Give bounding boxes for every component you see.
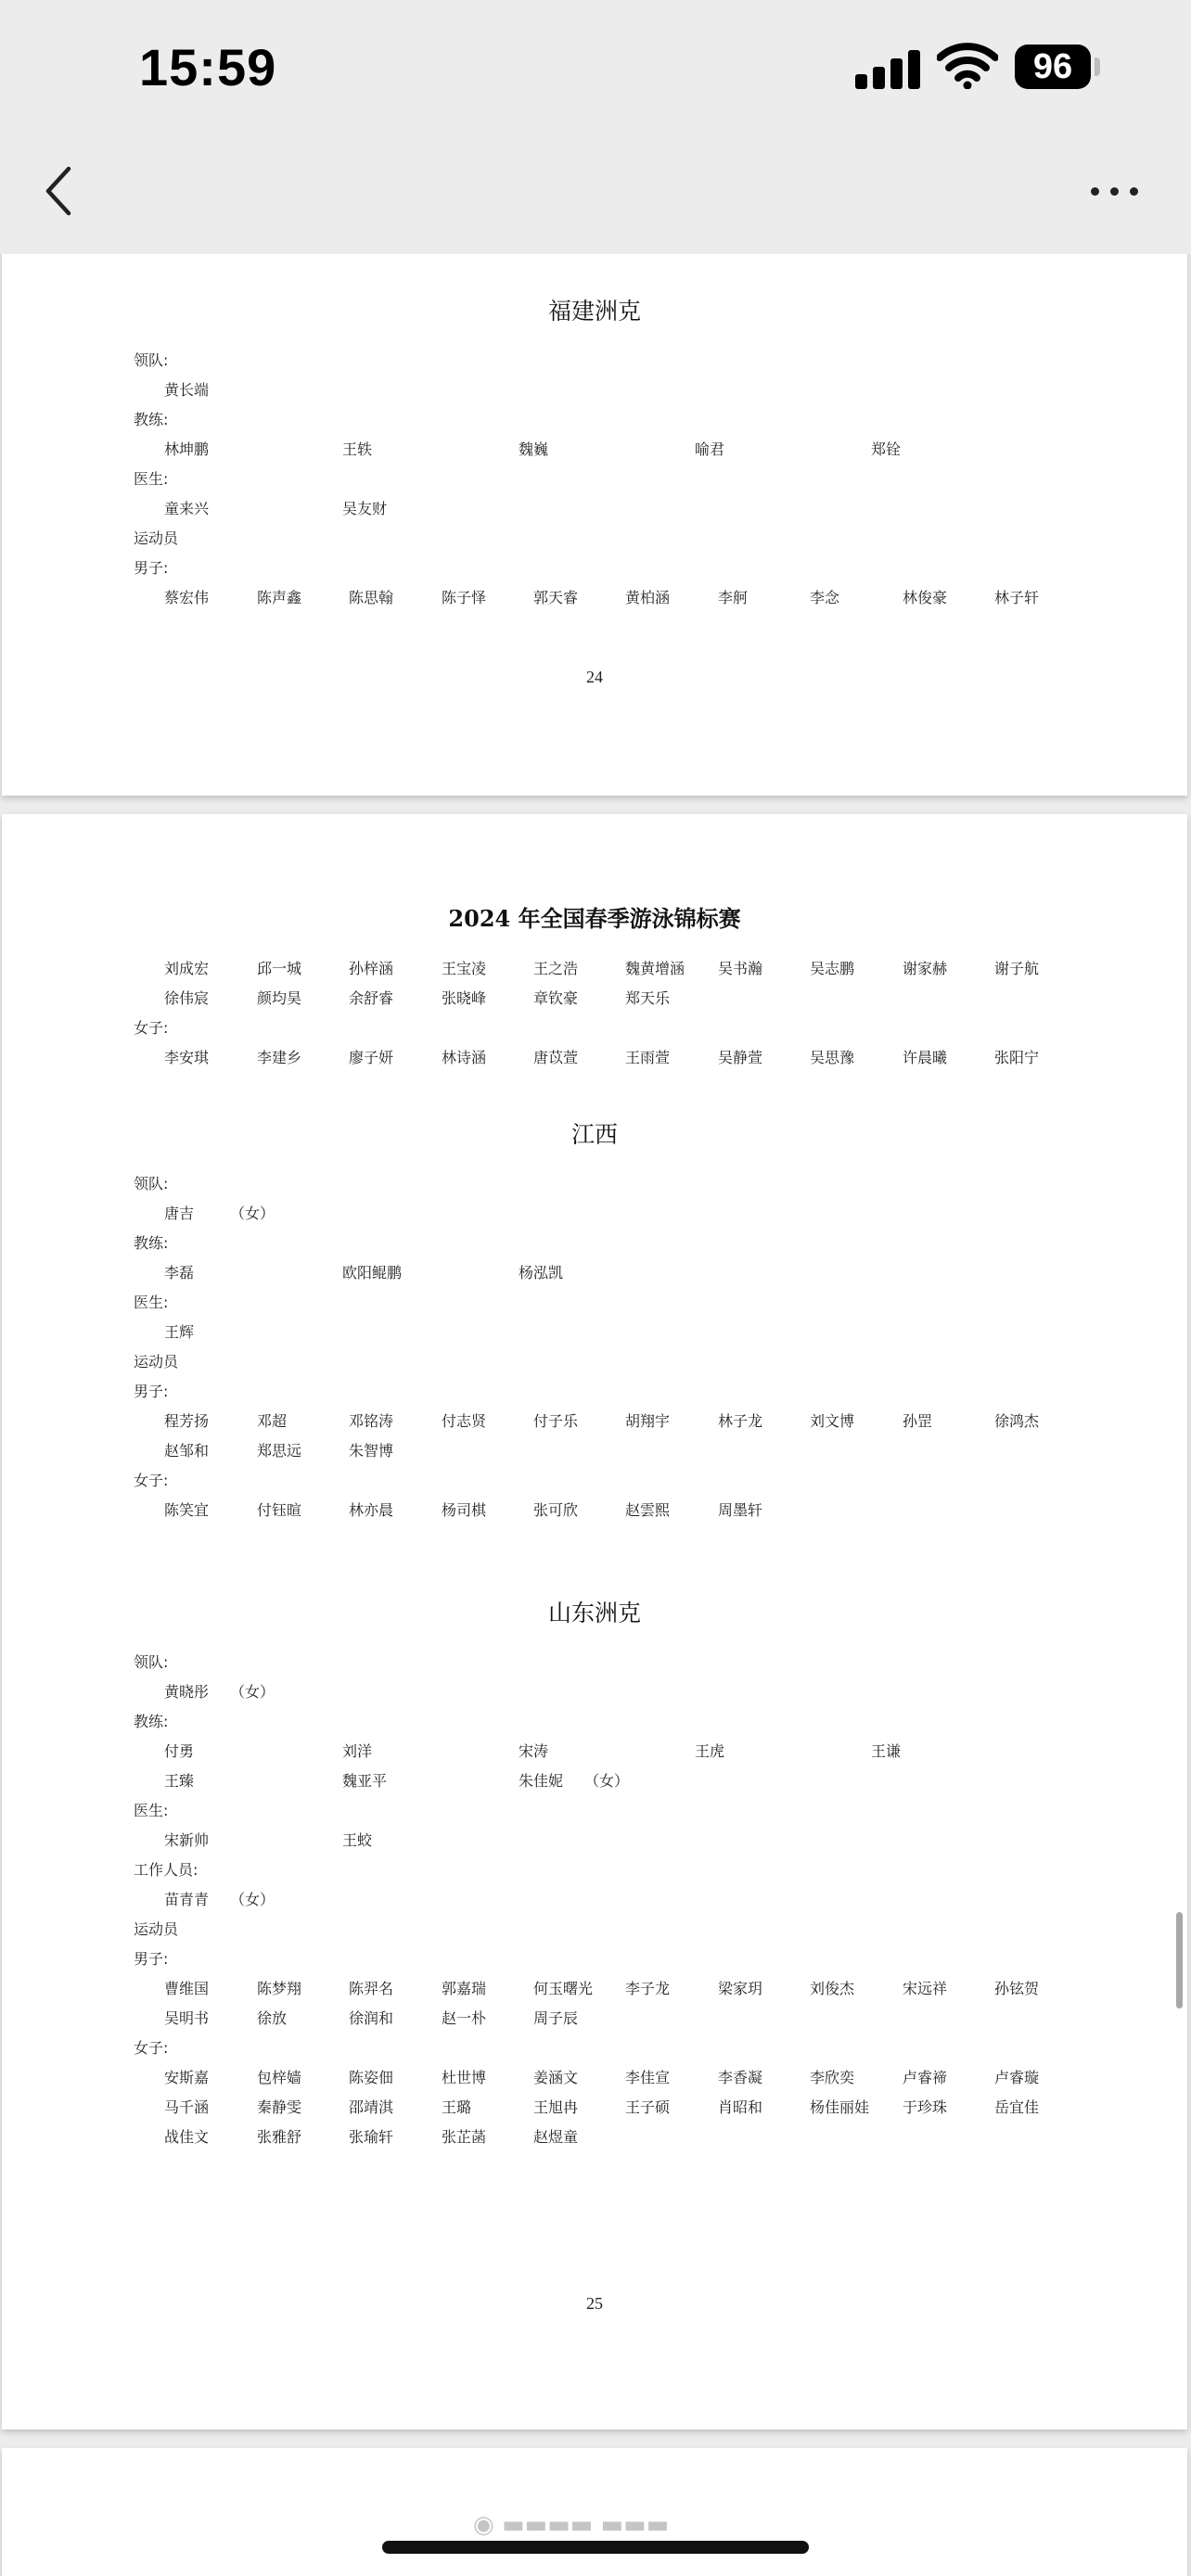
coach-name: 付勇: [164, 1742, 195, 1760]
athlete-name: 邓铭涛: [349, 1412, 394, 1430]
ellipsis-icon[interactable]: [1091, 182, 1141, 200]
doctor-name: 宋新帅: [164, 1831, 210, 1849]
athlete-name: 陈笑宜: [164, 1501, 210, 1519]
athlete-name: 付子乐: [533, 1412, 579, 1430]
athlete-name: 宋远祥: [903, 1980, 948, 1997]
wifi-icon: [937, 41, 998, 89]
document-page-25: [2, 814, 1187, 2429]
gender-note: （女）: [584, 1772, 630, 1790]
team-title-fujian: 福建洲克: [547, 298, 641, 325]
athlete-name: 魏黄增涵: [625, 960, 685, 977]
athlete-name: 张雅舒: [257, 2128, 302, 2146]
coach-name: 朱佳妮: [519, 1772, 564, 1790]
coach-name: 刘洋: [342, 1742, 373, 1760]
coach-name: 喻君: [695, 440, 725, 458]
athlete-name: 谢家赫: [903, 960, 948, 977]
athlete-name: 赵雲熙: [625, 1501, 671, 1519]
leader-name: 黄晓彤: [164, 1683, 210, 1701]
athlete-name: 唐苡萱: [533, 1049, 579, 1066]
staff-name: 苗青青: [164, 1891, 210, 1908]
athlete-name: 王旭冉: [533, 2098, 579, 2116]
athlete-name: 肖昭和: [718, 2098, 763, 2116]
athlete-name: 程芳扬: [164, 1412, 210, 1430]
athlete-name: 秦静雯: [257, 2098, 302, 2116]
athlete-name: 周墨轩: [718, 1501, 763, 1519]
athlete-name: 陈声鑫: [257, 589, 302, 606]
athlete-name: 杨司棋: [442, 1501, 487, 1519]
gender-note: （女）: [230, 1891, 275, 1908]
athlete-name: 李欣奕: [810, 2069, 855, 2086]
athlete-name: 林俊豪: [903, 589, 948, 606]
athlete-name: 邱一城: [257, 960, 302, 977]
athlete-name: 林子龙: [718, 1412, 763, 1430]
athlete-name: 颜均昊: [257, 989, 302, 1007]
athlete-name: 王宝凌: [442, 960, 487, 977]
athlete-name: 岳宜佳: [994, 2098, 1040, 2116]
label-women: 女子:: [134, 2039, 169, 2057]
label-athletes: 运动员: [134, 1920, 179, 1938]
label-leader: 领队:: [134, 1653, 169, 1671]
athlete-name: 廖子妍: [349, 1049, 394, 1066]
athlete-name: 郭嘉瑞: [442, 1980, 487, 1997]
coach-name: 杨泓凯: [519, 1264, 564, 1282]
athlete-name: 刘成宏: [164, 960, 210, 977]
battery-level: 96: [1015, 45, 1091, 89]
nav-bar: [0, 139, 1191, 254]
athlete-name: 陈梦翔: [257, 1980, 302, 1997]
athlete-name: 杨佳丽娃: [810, 2098, 870, 2116]
label-leader: 领队:: [134, 351, 169, 369]
label-athletes: 运动员: [134, 1353, 179, 1371]
scrollbar-thumb[interactable]: [1176, 1912, 1183, 2009]
chevron-left-icon[interactable]: [41, 163, 78, 219]
athlete-name: 包梓嫱: [257, 2069, 302, 2086]
label-leader: 领队:: [134, 1175, 169, 1192]
athlete-name: 郑天乐: [625, 989, 671, 1007]
athlete-name: 孙铉贺: [994, 1980, 1040, 1997]
label-staff: 工作人员:: [134, 1861, 198, 1879]
label-doctor: 医生:: [134, 1294, 169, 1311]
athlete-name: 李佳宣: [625, 2069, 671, 2086]
label-coach: 教练:: [134, 1713, 169, 1730]
athlete-name: 张瑜轩: [349, 2128, 394, 2146]
document-page-24: [2, 254, 1187, 796]
athlete-name: 邵靖淇: [349, 2098, 394, 2116]
athlete-name: 吴静萱: [718, 1049, 763, 1066]
athlete-name: 林子轩: [994, 589, 1040, 606]
athlete-name: 李舸: [718, 589, 749, 606]
athlete-name: 蔡宏伟: [164, 589, 210, 606]
athlete-name: 赵煜童: [533, 2128, 579, 2146]
doctor-name: 王蛟: [342, 1831, 373, 1849]
status-bar: [0, 0, 1191, 139]
athlete-name: 付志贤: [442, 1412, 487, 1430]
coach-name: 王谦: [871, 1742, 902, 1760]
athlete-name: 陈姿佃: [349, 2069, 394, 2086]
athlete-name: 王之浩: [533, 960, 579, 977]
athlete-name: 周子辰: [533, 2009, 579, 2027]
label-coach: 教练:: [134, 411, 169, 428]
athlete-name: 朱智博: [349, 1442, 394, 1460]
athlete-name: 徐润和: [349, 2009, 394, 2027]
athlete-name: 谢子航: [994, 960, 1040, 977]
athlete-name: 李香凝: [718, 2069, 763, 2086]
athlete-name: 曹维国: [164, 1980, 210, 1997]
athlete-name: 马千涵: [164, 2098, 210, 2116]
document-viewer[interactable]: [0, 254, 1191, 2576]
label-men: 男子:: [134, 559, 169, 577]
cellular-signal-icon: [855, 48, 922, 89]
doctor-name: 童来兴: [164, 500, 210, 517]
athlete-name: 徐鸿杰: [994, 1412, 1040, 1430]
gender-note: （女）: [230, 1205, 275, 1222]
athlete-name: 张可欣: [533, 1501, 579, 1519]
athlete-name: 张晓峰: [442, 989, 487, 1007]
athlete-name: 林亦晨: [349, 1501, 394, 1519]
coach-name: 宋涛: [519, 1742, 549, 1760]
leader-name: 黄长端: [164, 381, 210, 399]
team-title-shandong: 山东洲克: [547, 1600, 641, 1626]
athlete-name: 章钦豪: [533, 989, 579, 1007]
page-number: 25: [586, 2294, 603, 2313]
coach-name: 王虎: [695, 1742, 725, 1760]
label-coach: 教练:: [134, 1234, 169, 1252]
athlete-name: 林诗涵: [442, 1049, 487, 1066]
label-doctor: 医生:: [134, 470, 169, 488]
athlete-name: 付钰暄: [257, 1501, 302, 1519]
athlete-name: 邓超: [257, 1412, 288, 1430]
athlete-name: 刘文博: [810, 1412, 855, 1430]
athlete-name: 郭天睿: [533, 589, 579, 606]
athlete-name: 黄柏涵: [625, 589, 671, 606]
athlete-name: 胡翔宇: [625, 1412, 671, 1430]
coach-name: 欧阳鲲鹏: [342, 1264, 403, 1282]
athlete-name: 赵邹和: [164, 1442, 210, 1460]
athlete-name: 王雨萱: [625, 1049, 671, 1066]
athlete-name: 陈子怿: [442, 589, 487, 606]
coach-name: 林坤鹏: [164, 440, 210, 458]
status-time: 15:59: [139, 38, 277, 96]
label-doctor: 医生:: [134, 1802, 169, 1819]
athlete-name: 李建乡: [257, 1049, 302, 1066]
athlete-name: 徐放: [257, 2009, 288, 2027]
coach-name: 王臻: [164, 1772, 195, 1790]
label-women: 女子:: [134, 1019, 169, 1037]
page-number: 24: [586, 668, 603, 686]
athlete-name: 许晨曦: [903, 1049, 948, 1066]
gender-note: （女）: [230, 1683, 275, 1701]
watermark: ◉ ▬▬▬▬ ▬▬▬: [473, 2511, 670, 2539]
athlete-name: 卢睿璇: [994, 2069, 1040, 2086]
athlete-name: 李念: [810, 589, 840, 606]
athlete-name: 赵一朴: [442, 2009, 487, 2027]
coach-name: 魏亚平: [342, 1772, 388, 1790]
athlete-name: 郑思远: [257, 1442, 302, 1460]
athlete-name: 李子龙: [625, 1980, 671, 1997]
doctor-name: 王辉: [164, 1323, 195, 1341]
athlete-name: 战佳文: [164, 2128, 210, 2146]
athlete-name: 孙罡: [903, 1412, 933, 1430]
coach-name: 王轶: [342, 440, 373, 458]
athlete-name: 孙梓涵: [349, 960, 394, 977]
athlete-name: 于珍珠: [903, 2098, 948, 2116]
athlete-name: 余舒睿: [349, 989, 394, 1007]
leader-name: 唐吉: [164, 1205, 195, 1222]
label-women: 女子:: [134, 1472, 169, 1489]
doctor-name: 吴友财: [342, 500, 388, 517]
athlete-name: 王子硕: [625, 2098, 671, 2116]
athlete-name: 陈思翰: [349, 589, 394, 606]
label-athletes: 运动员: [134, 529, 179, 547]
athlete-name: 安斯嘉: [164, 2069, 210, 2086]
athlete-name: 陈羿名: [349, 1980, 394, 1997]
athlete-name: 吴书瀚: [718, 960, 763, 977]
athlete-name: 张芷菡: [442, 2128, 487, 2146]
athlete-name: 刘俊杰: [810, 1980, 855, 1997]
athlete-name: 李安琪: [164, 1049, 210, 1066]
competition-header: 2024 年全国春季游泳锦标赛: [448, 905, 741, 932]
athlete-name: 吴思豫: [810, 1049, 855, 1066]
home-indicator[interactable]: [382, 2541, 809, 2554]
athlete-name: 梁家玥: [718, 1980, 763, 1997]
team-title-jiangxi: 江西: [570, 1121, 618, 1148]
battery-cap: [1095, 57, 1100, 76]
athlete-name: 吴志鹏: [810, 960, 855, 977]
athlete-name: 张阳宁: [994, 1049, 1040, 1066]
label-men: 男子:: [134, 1950, 169, 1968]
athlete-name: 何玉曙光: [533, 1980, 594, 1997]
label-men: 男子:: [134, 1383, 169, 1400]
athlete-name: 徐伟宸: [164, 989, 210, 1007]
coach-name: 郑铨: [871, 440, 902, 458]
athlete-name: 吴明书: [164, 2009, 210, 2027]
athlete-name: 卢睿禘: [903, 2069, 948, 2086]
athlete-name: 姜涵文: [533, 2069, 579, 2086]
coach-name: 李磊: [164, 1264, 195, 1282]
athlete-name: 杜世博: [442, 2069, 487, 2086]
coach-name: 魏巍: [519, 440, 549, 458]
athlete-name: 王璐: [442, 2098, 472, 2116]
